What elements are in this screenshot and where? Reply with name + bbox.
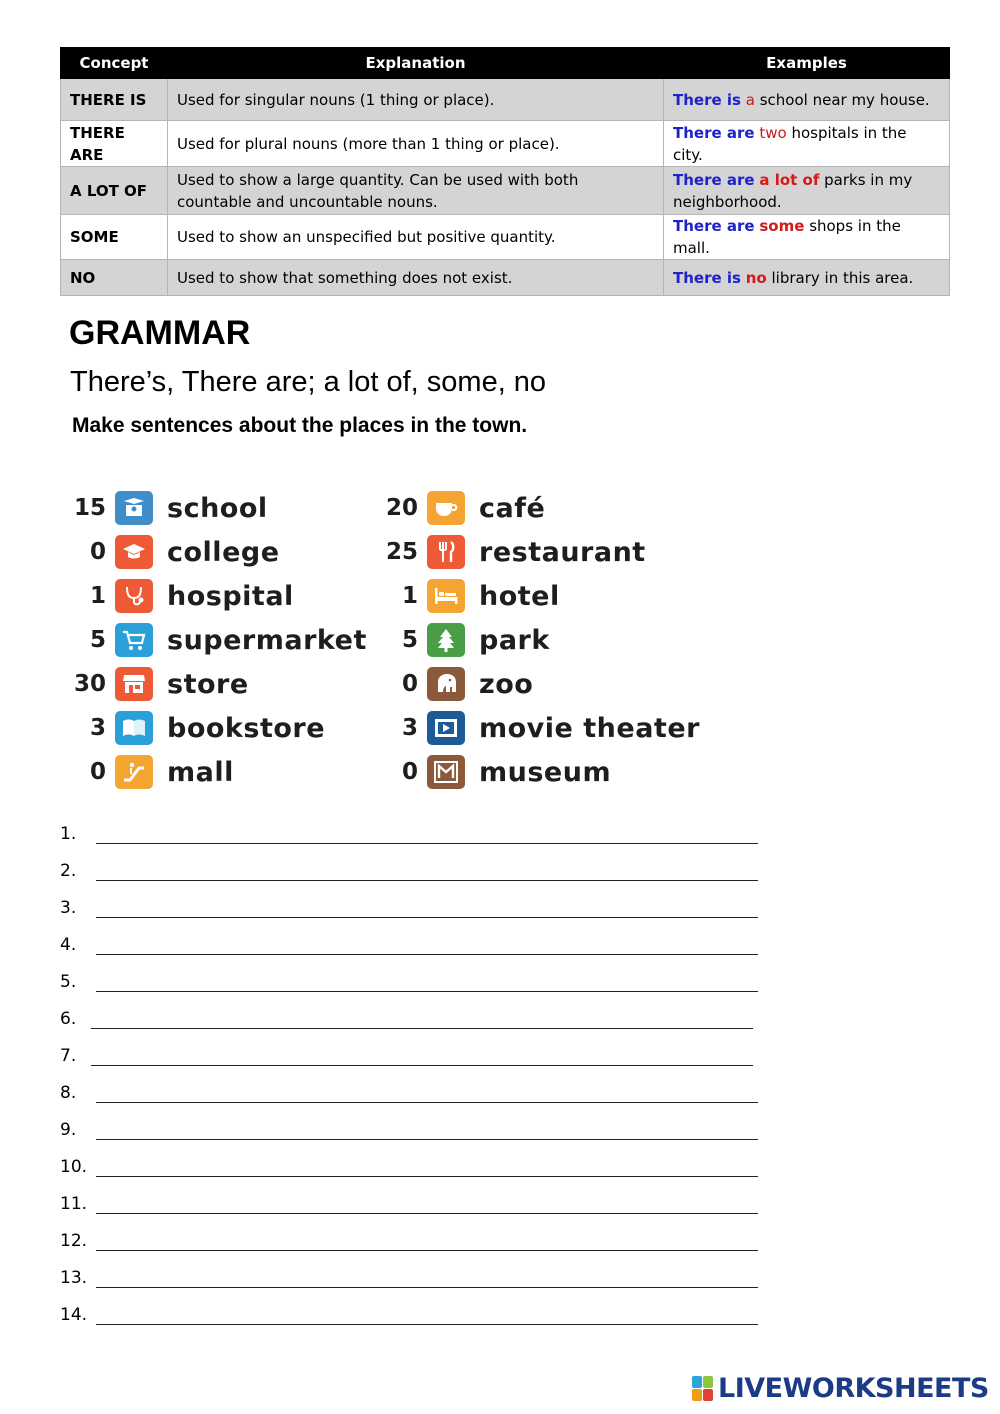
museum-icon (427, 755, 465, 789)
stethoscope-icon (115, 579, 153, 613)
school-icon (115, 491, 153, 525)
example-rest: parks in my neighborhood. (673, 170, 913, 211)
answer-line[interactable] (60, 1079, 780, 1116)
answer-line[interactable] (60, 1190, 780, 1227)
place-name: supermarket (167, 624, 367, 656)
liveworksheets-logo (692, 1373, 989, 1404)
answer-blank[interactable] (96, 1213, 758, 1214)
answer-line[interactable] (60, 1005, 780, 1042)
answer-number: 8. (60, 1083, 77, 1103)
instruction-text: Make sentences about the places in the town. (72, 414, 528, 437)
place-item (68, 618, 367, 662)
tree-icon (427, 623, 465, 657)
page-subtitle: There’s, There are; a lot of, some, no (70, 366, 547, 398)
answer-number: 5. (60, 972, 77, 992)
logo-text: LIVEWORKSHEETS (718, 1373, 989, 1404)
bed-icon (427, 579, 465, 613)
place-count: 0 (401, 759, 418, 785)
place-name: restaurant (479, 536, 646, 568)
answer-number: 14. (60, 1305, 88, 1325)
answer-blank[interactable] (91, 1065, 753, 1066)
places-column-right (380, 486, 700, 794)
explanation-cell: Used for plural nouns (more than 1 thing or place). (168, 121, 664, 167)
places-column-left (68, 486, 367, 794)
place-count: 1 (401, 583, 418, 609)
table-header-row (61, 48, 950, 79)
answer-blank[interactable] (91, 1028, 753, 1029)
place-item (380, 750, 700, 794)
answer-blank[interactable] (96, 1250, 758, 1251)
table-row (61, 121, 950, 167)
page-title: GRAMMAR (69, 314, 251, 352)
answer-blank[interactable] (96, 1102, 758, 1103)
place-name: zoo (479, 668, 534, 700)
example-cell (664, 121, 950, 167)
place-item (68, 574, 367, 618)
explanation-cell: Used for singular nouns (1 thing or place). (168, 79, 664, 121)
place-name: hospital (167, 580, 294, 612)
answer-number: 1. (60, 824, 77, 844)
explanation-cell: Used to show that something does not exist. (168, 260, 664, 296)
example-cell (664, 79, 950, 121)
answer-number: 12. (60, 1231, 88, 1251)
answer-number: 7. (60, 1046, 77, 1066)
place-name: movie theater (479, 712, 700, 744)
answer-line[interactable] (60, 968, 780, 1005)
place-item (68, 530, 367, 574)
table-row (61, 260, 950, 296)
table-row (61, 167, 950, 215)
place-item (68, 662, 367, 706)
answer-blank[interactable] (96, 880, 758, 881)
book-icon (115, 711, 153, 745)
answer-number: 13. (60, 1268, 88, 1288)
place-item (68, 706, 367, 750)
place-count: 1 (89, 583, 106, 609)
place-name: hotel (479, 580, 560, 612)
place-count: 25 (385, 539, 418, 565)
place-name: park (479, 624, 550, 656)
concept-cell: THERE ARE (61, 121, 168, 167)
answer-blank[interactable] (96, 1139, 758, 1140)
place-count: 3 (401, 715, 418, 741)
answer-line[interactable] (60, 931, 780, 968)
example-rest: library in this area. (771, 268, 914, 287)
example-lead: There is (673, 268, 741, 287)
place-name: bookstore (167, 712, 326, 744)
answer-number: 11. (60, 1194, 88, 1214)
answer-number: 6. (60, 1009, 77, 1029)
example-key: no (745, 268, 767, 287)
header-concept: Concept (61, 48, 168, 79)
example-key: two (759, 123, 787, 142)
explanation-cell: Used to show a large quantity. Can be used with both countable and uncountable nouns. (168, 167, 664, 215)
place-item (68, 750, 367, 794)
answer-blank[interactable] (96, 843, 758, 844)
example-cell (664, 215, 950, 260)
explanation-cell: Used to show an unspecified but positive quantity. (168, 215, 664, 260)
example-key: some (759, 217, 805, 235)
table-row (61, 79, 950, 121)
place-count: 3 (89, 715, 106, 741)
answer-line[interactable] (60, 1153, 780, 1190)
answer-line[interactable] (60, 1301, 780, 1338)
place-item (380, 618, 700, 662)
example-key: a lot of (759, 170, 820, 189)
place-count: 15 (73, 495, 106, 521)
fork-knife-icon (427, 535, 465, 569)
shopping-cart-icon (115, 623, 153, 657)
place-item (68, 486, 367, 530)
place-item (380, 486, 700, 530)
grammar-table (60, 47, 950, 296)
answer-lines (60, 820, 780, 1338)
coffee-cup-icon (427, 491, 465, 525)
elephant-icon (427, 667, 465, 701)
places-list (68, 486, 708, 786)
place-count: 30 (73, 671, 106, 697)
example-cell (664, 260, 950, 296)
place-name: college (167, 536, 280, 568)
place-count: 5 (401, 627, 418, 653)
example-rest: shops in the mall. (673, 217, 901, 257)
concept-cell: A LOT OF (61, 167, 168, 215)
answer-blank[interactable] (96, 1176, 758, 1177)
example-cell (664, 167, 950, 215)
place-item (380, 662, 700, 706)
place-name: café (479, 492, 546, 524)
place-count: 0 (89, 759, 106, 785)
answer-line[interactable] (60, 1116, 780, 1153)
place-name: museum (479, 756, 612, 788)
concept-cell: THERE IS (61, 79, 168, 121)
table-row (61, 215, 950, 260)
header-examples: Examples (664, 48, 950, 79)
example-lead: There is (673, 90, 741, 109)
answer-blank[interactable] (96, 954, 758, 955)
answer-line[interactable] (60, 1227, 780, 1264)
answer-blank[interactable] (96, 1287, 758, 1288)
answer-blank[interactable] (96, 917, 758, 918)
place-name: school (167, 492, 268, 524)
place-name: mall (167, 756, 234, 788)
film-icon (427, 711, 465, 745)
example-lead: There are (673, 123, 755, 142)
answer-number: 10. (60, 1157, 88, 1177)
example-lead: There are (673, 170, 755, 189)
concept-cell: NO (61, 260, 168, 296)
answer-line[interactable] (60, 820, 780, 857)
example-rest: school near my house. (759, 90, 930, 109)
logo-mark-icon (692, 1376, 714, 1402)
place-count: 0 (89, 539, 106, 565)
place-item (380, 706, 700, 750)
answer-line[interactable] (60, 1042, 780, 1079)
place-name: store (167, 668, 249, 700)
escalator-icon (115, 755, 153, 789)
answer-line[interactable] (60, 1264, 780, 1301)
answer-line[interactable] (60, 894, 780, 931)
place-count: 20 (385, 495, 418, 521)
answer-number: 9. (60, 1120, 77, 1140)
place-item (380, 530, 700, 574)
concept-cell: SOME (61, 215, 168, 260)
example-lead: There are (673, 217, 755, 235)
answer-blank[interactable] (96, 991, 758, 992)
answer-number: 4. (60, 935, 77, 955)
graduation-cap-icon (115, 535, 153, 569)
place-count: 0 (401, 671, 418, 697)
place-count: 5 (89, 627, 106, 653)
place-item (380, 574, 700, 618)
header-explanation: Explanation (168, 48, 664, 79)
storefront-icon (115, 667, 153, 701)
answer-number: 2. (60, 861, 77, 881)
answer-number: 3. (60, 898, 77, 918)
answer-blank[interactable] (96, 1324, 758, 1325)
example-rest: hospitals in the city. (673, 123, 907, 164)
example-key: a (745, 90, 755, 109)
answer-line[interactable] (60, 857, 780, 894)
